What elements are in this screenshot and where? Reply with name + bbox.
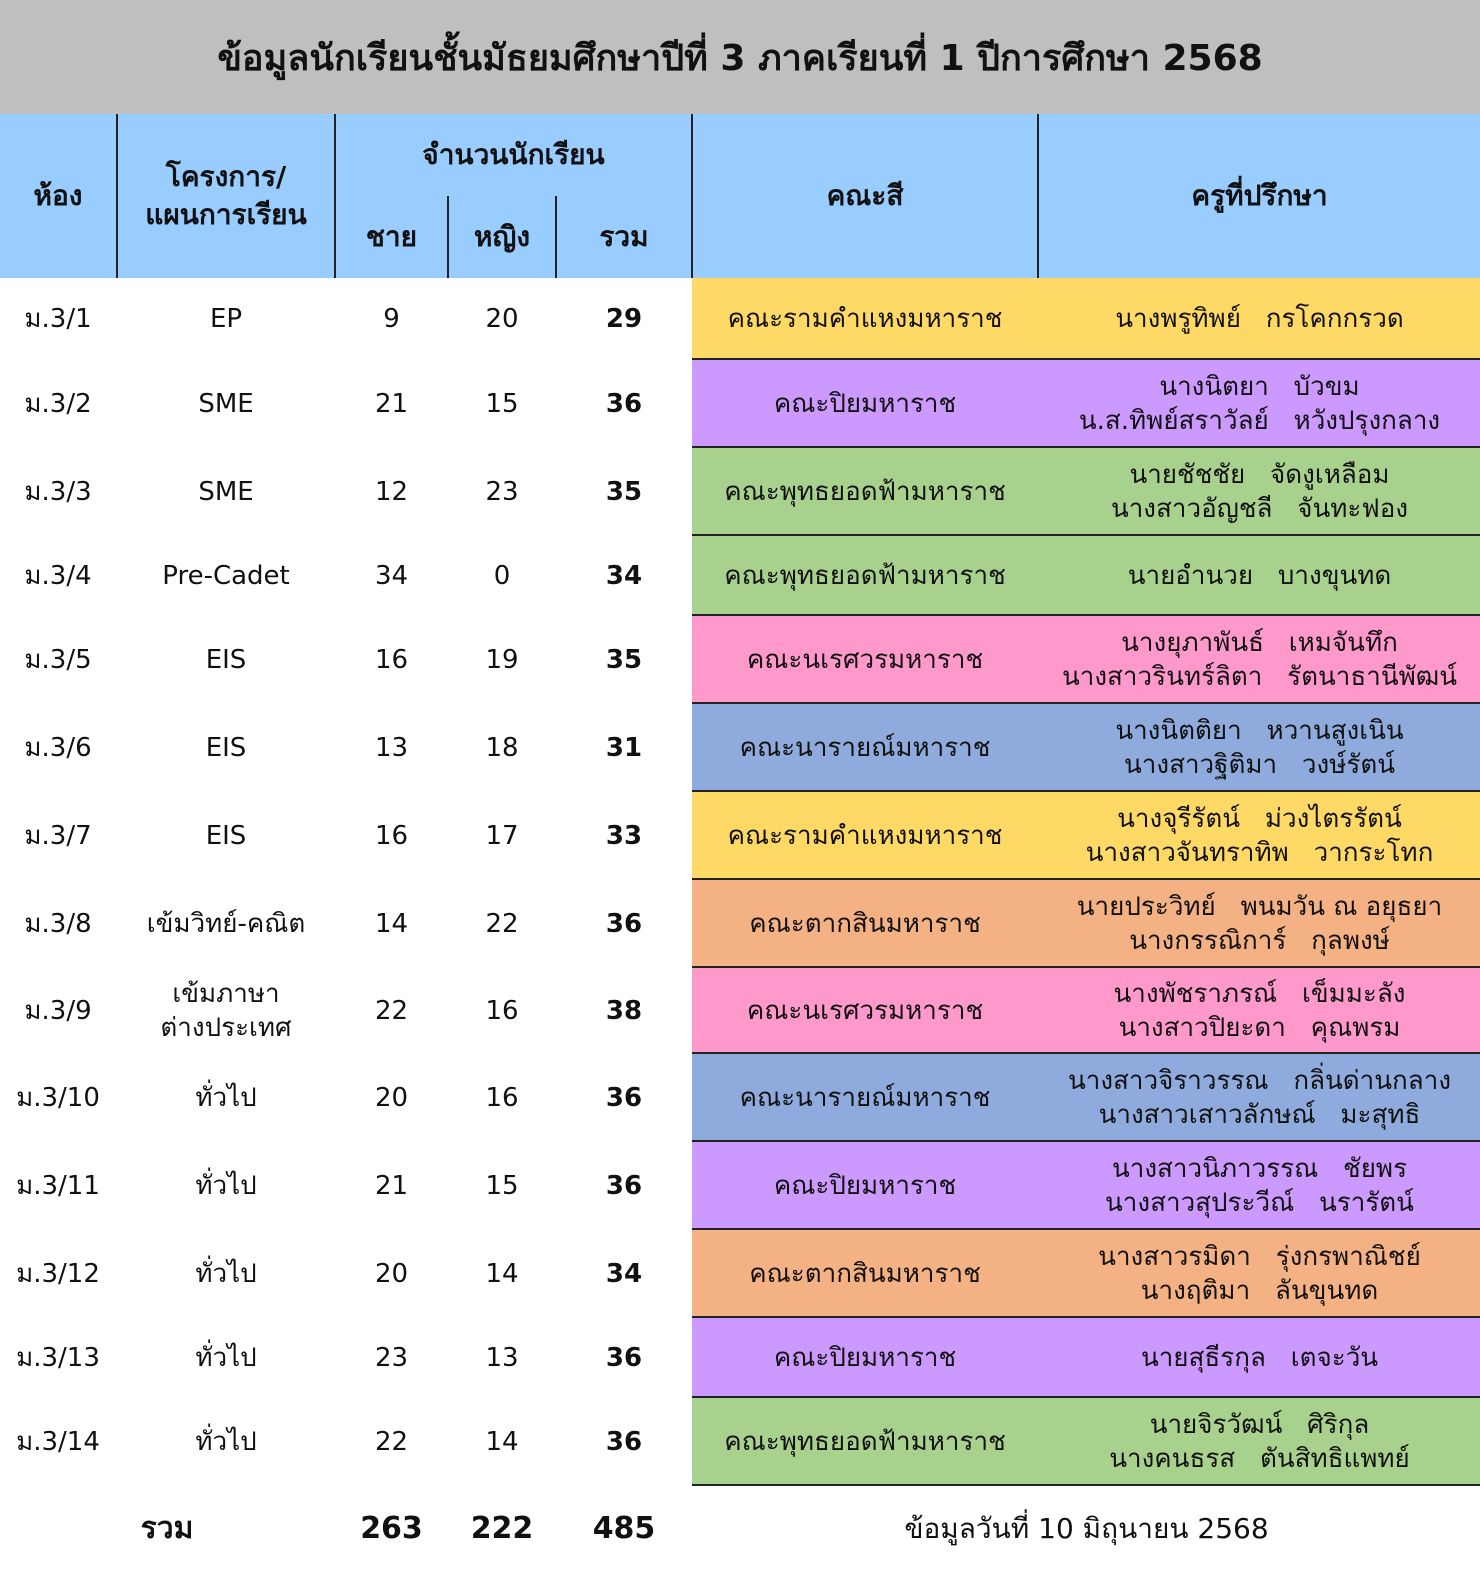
program-cell: SME [198, 477, 254, 507]
footer-female: 222 [470, 1511, 534, 1546]
divider [447, 196, 449, 278]
total-count-cell: 29 [605, 304, 643, 334]
advisor-name: นางพรูทิพย์ กรโคกกรวด [1115, 304, 1404, 334]
advisor-name: นายประวิทย์ พนมวัน ณ อยุธยา [1076, 892, 1443, 922]
divider [691, 114, 693, 278]
advisor-name: นางสาวเสาวลักษณ์ มะสุทธิ [1098, 1100, 1421, 1130]
program-cell: ทั่วไป [195, 1259, 257, 1289]
advisor-name: นางจุรีรัตน์ ม่วงไตรรัตน์ [1117, 804, 1402, 834]
header-program-line2: แผนการเรียน [145, 198, 307, 231]
house-cell: คณะปิยมหาราช [773, 389, 957, 419]
advisor-name: น.ส.ทิพย์สราวัลย์ หวังปรุงกลาง [1078, 406, 1441, 436]
male-count-cell: 21 [374, 1171, 409, 1201]
page-title: ข้อมูลนักเรียนชั้นมัธยมศึกษาปีที่ 3 ภาคเรียนที่ 1 ปีการศึกษา 2568 [0, 0, 1480, 114]
divider [334, 114, 336, 278]
advisor-cell [1039, 278, 1480, 360]
total-count-cell: 33 [605, 821, 643, 851]
advisor-name: นายจิรวัฒน์ ศิริกุล [1149, 1410, 1370, 1440]
total-count-cell: 34 [605, 1259, 643, 1289]
header-students: จำนวนนักเรียน [422, 138, 605, 171]
female-count-cell: 16 [485, 996, 519, 1026]
header-total: รวม [599, 220, 649, 253]
male-count-cell: 16 [374, 821, 409, 851]
male-count-cell: 21 [374, 389, 409, 419]
table-row [0, 1142, 1480, 1230]
table-header [0, 114, 1480, 278]
program-line: ต่างประเทศ [160, 1013, 292, 1043]
program-cell: ทั่วไป [195, 1171, 257, 1201]
advisor-name: นางสาวจันทราทิพ วากระโทก [1085, 838, 1434, 868]
header-program [118, 114, 334, 278]
advisor-cell [1039, 1054, 1480, 1142]
advisor-cell [1039, 1398, 1480, 1486]
room-cell: ม.3/6 [24, 733, 92, 763]
table-row [0, 792, 1480, 880]
advisor-name: นางนิตยา บัวขม [1159, 372, 1360, 402]
room-cell: ม.3/10 [16, 1083, 100, 1113]
room-cell: ม.3/8 [24, 909, 92, 939]
advisor-name: นางสาวนิภาวรรณ ชัยพร [1111, 1154, 1408, 1184]
advisor-cell [1039, 616, 1480, 704]
advisor-name: นางสาวฐิติมา วงษ์รัตน์ [1124, 750, 1395, 780]
program-cell: SME [198, 389, 254, 419]
advisor-cell [1039, 792, 1480, 880]
program-cell: ทั่วไป [195, 1427, 257, 1457]
advisor-name: นางฤติมา ลันขุนทด [1140, 1276, 1379, 1306]
footer-note: ข้อมูลวันที่ 10 มิถุนายน 2568 [904, 1512, 1269, 1545]
table-row [0, 1230, 1480, 1318]
header-room: ห้อง [33, 179, 83, 212]
advisor-name: นางคนธรส ตันสิทธิแพทย์ [1109, 1444, 1410, 1474]
male-count-cell: 20 [374, 1083, 409, 1113]
footer-total: 485 [592, 1511, 656, 1546]
total-count-cell: 31 [605, 733, 643, 763]
total-count-cell: 34 [605, 561, 643, 591]
advisor-name: นางยุภาพันธ์ เหมจันทึก [1121, 628, 1398, 658]
header-program-line1: โครงการ/ [165, 160, 287, 193]
advisor-cell [1039, 704, 1480, 792]
table-row [0, 536, 1480, 616]
advisor-name: นายอำนวย บางขุนทด [1127, 561, 1392, 591]
house-cell: คณะพุทธยอดฟ้ามหาราช [724, 1427, 1006, 1457]
program-cell: ทั่วไป [195, 1083, 257, 1113]
house-cell: คณะปิยมหาราช [773, 1343, 957, 1373]
room-cell: ม.3/14 [16, 1427, 100, 1457]
house-cell: คณะพุทธยอดฟ้ามหาราช [724, 561, 1006, 591]
header-advisor: ครูที่ปรึกษา [1191, 179, 1328, 212]
advisor-cell [1039, 1318, 1480, 1398]
female-count-cell: 20 [485, 304, 519, 334]
house-cell: คณะตากสินมหาราช [749, 909, 981, 939]
room-cell: ม.3/5 [24, 645, 92, 675]
male-count-cell: 22 [374, 1427, 409, 1457]
room-cell: ม.3/9 [24, 996, 92, 1026]
female-count-cell: 14 [485, 1427, 519, 1457]
total-count-cell: 36 [605, 1343, 643, 1373]
house-cell: คณะนเรศวรมหาราช [746, 645, 984, 675]
male-count-cell: 16 [374, 645, 409, 675]
table-row [0, 616, 1480, 704]
female-count-cell: 15 [485, 1171, 519, 1201]
total-count-cell: 35 [605, 477, 643, 507]
advisor-name: นางสาวจิราวรรณ กลิ่นด่านกลาง [1067, 1066, 1452, 1096]
female-count-cell: 19 [485, 645, 519, 675]
total-count-cell: 36 [605, 1171, 643, 1201]
header-male: ชาย [365, 220, 418, 253]
advisor-name: นางสาวรมิดา รุ่งกรพาณิชย์ [1098, 1242, 1421, 1272]
room-cell: ม.3/11 [16, 1171, 100, 1201]
male-count-cell: 34 [374, 561, 409, 591]
total-count-cell: 36 [605, 389, 643, 419]
table-row [0, 880, 1480, 968]
male-count-cell: 13 [374, 733, 409, 763]
male-count-cell: 9 [383, 304, 400, 334]
female-count-cell: 15 [485, 389, 519, 419]
advisor-name: นางสาวสุประวีณ์ นรารัตน์ [1105, 1188, 1414, 1218]
house-cell: คณะรามคำแหงมหาราช [727, 304, 1003, 334]
table-row [0, 1398, 1480, 1486]
table-footer [0, 1486, 1480, 1572]
program-cell: EP [209, 304, 243, 334]
advisor-cell [1039, 968, 1480, 1054]
program-cell: Pre-Cadet [162, 561, 290, 591]
table-row [0, 704, 1480, 792]
advisor-name: นางสาวอัญชลี จันทะฟอง [1110, 494, 1409, 524]
advisor-cell [1039, 1142, 1480, 1230]
male-count-cell: 12 [374, 477, 409, 507]
room-cell: ม.3/3 [24, 477, 92, 507]
male-count-cell: 23 [374, 1343, 409, 1373]
table-row [0, 278, 1480, 360]
table-row [0, 1318, 1480, 1398]
female-count-cell: 16 [485, 1083, 519, 1113]
advisor-name: นายสุธีรกุล เตจะวัน [1140, 1343, 1379, 1373]
female-count-cell: 13 [485, 1343, 519, 1373]
program-cell [118, 968, 334, 1054]
room-cell: ม.3/12 [16, 1259, 100, 1289]
house-cell: คณะตากสินมหาราช [749, 1259, 981, 1289]
advisor-name: นางสาวรินทร์ลิตา รัตนาธานีพัฒน์ [1061, 662, 1458, 692]
advisor-name: นางกรรณิการ์ กุลพงษ์ [1129, 926, 1390, 956]
female-count-cell: 17 [485, 821, 519, 851]
male-count-cell: 22 [374, 996, 409, 1026]
room-cell: ม.3/13 [16, 1343, 100, 1373]
advisor-cell [1039, 360, 1480, 448]
header-house: คณะสี [826, 179, 904, 212]
female-count-cell: 14 [485, 1259, 519, 1289]
total-count-cell: 36 [605, 1083, 643, 1113]
male-count-cell: 14 [374, 909, 409, 939]
room-cell: ม.3/1 [24, 304, 92, 334]
header-female: หญิง [474, 220, 530, 253]
advisor-name: นางพัชราภรณ์ เข็มมะลัง [1113, 979, 1406, 1009]
table-row [0, 360, 1480, 448]
male-count-cell: 20 [374, 1259, 409, 1289]
program-line: เข้มภาษา [172, 979, 280, 1009]
program-cell: เข้มวิทย์-คณิต [146, 909, 306, 939]
program-cell: ทั่วไป [195, 1343, 257, 1373]
room-cell: ม.3/2 [24, 389, 92, 419]
total-count-cell: 36 [605, 909, 643, 939]
house-cell: คณะพุทธยอดฟ้ามหาราช [724, 477, 1006, 507]
female-count-cell: 22 [485, 909, 519, 939]
female-count-cell: 0 [493, 561, 511, 591]
table-row [0, 448, 1480, 536]
female-count-cell: 23 [485, 477, 519, 507]
advisor-name: นายชัชชัย จัดงูเหลือม [1129, 460, 1390, 490]
footer-male: 263 [360, 1511, 423, 1546]
divider [1037, 114, 1039, 278]
room-cell: ม.3/4 [24, 561, 92, 591]
house-cell: คณะนารายณ์มหาราช [739, 733, 991, 763]
room-cell: ม.3/7 [24, 821, 92, 851]
advisor-cell [1039, 880, 1480, 968]
female-count-cell: 18 [485, 733, 519, 763]
house-cell: คณะรามคำแหงมหาราช [727, 821, 1003, 851]
house-cell: คณะนารายณ์มหาราช [739, 1083, 991, 1113]
total-count-cell: 35 [605, 645, 643, 675]
program-cell: EIS [205, 733, 247, 763]
advisor-name: นางสาวปิยะดา คุณพรม [1118, 1013, 1401, 1043]
advisor-cell [1039, 448, 1480, 536]
table-row [0, 968, 1480, 1054]
total-count-cell: 36 [605, 1427, 643, 1457]
advisor-name: นางนิตติยา หวานสูงเนิน [1115, 716, 1404, 746]
program-cell: EIS [205, 645, 247, 675]
footer-label: รวม [140, 1511, 194, 1546]
house-cell: คณะนเรศวรมหาราช [746, 996, 984, 1026]
table-row [0, 1054, 1480, 1142]
total-count-cell: 38 [605, 996, 643, 1026]
divider [116, 114, 118, 278]
advisor-cell [1039, 536, 1480, 616]
advisor-cell [1039, 1230, 1480, 1318]
divider [555, 196, 557, 278]
house-cell: คณะปิยมหาราช [773, 1171, 957, 1201]
program-cell: EIS [205, 821, 247, 851]
